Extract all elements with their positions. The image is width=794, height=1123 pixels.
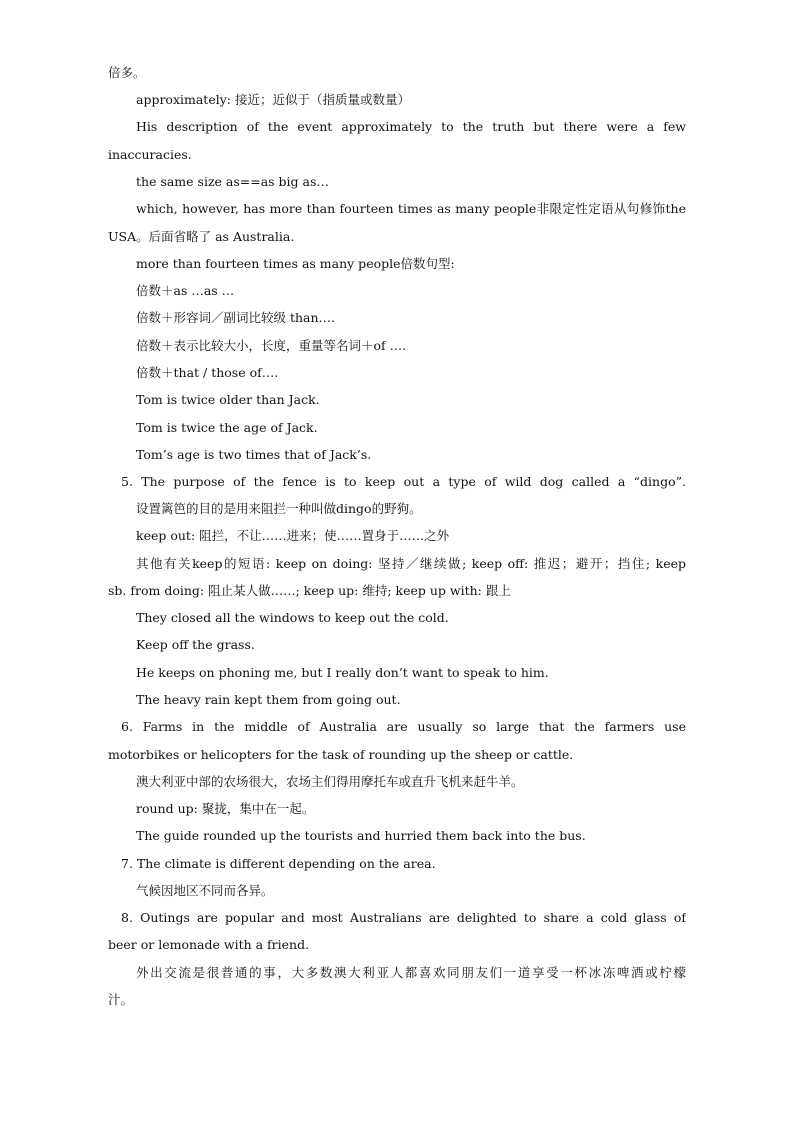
text-line: inaccuracies.	[108, 147, 192, 162]
text-line: keep out: 阻拦，不让……进来；使……置身于……之外	[136, 528, 450, 543]
text-line: 5. The purpose of the fence is to keep out a type of wild dog called a “dingo”.	[121, 474, 686, 489]
text-line: round up: 聚拢，集中在一起。	[136, 801, 315, 816]
text-line: 倍数＋表示比较大小，长度，重量等名词＋of ….	[136, 338, 407, 353]
text-line: 汁。	[108, 992, 134, 1007]
text-line: His description of the event approximately to the truth but there were a few	[136, 119, 686, 134]
text-line: 倍多。	[108, 65, 146, 80]
text-line: Tom is twice the age of Jack.	[136, 420, 318, 435]
text-line: more than fourteen times as many people倍数句型:	[136, 256, 455, 271]
text-line: 气候因地区不同而各异。	[136, 883, 274, 898]
text-line: 其他有关keep的短语: keep on doing: 坚持／继续做; keep off: 推迟；避开；挡住; keep	[136, 556, 686, 571]
text-line: Tom’s age is two times that of Jack’s.	[136, 447, 372, 462]
text-line: 澳大利亚中部的农场很大，农场主们得用摩托车或直升飞机来赶牛羊。	[136, 774, 524, 789]
text-line: beer or lemonade with a friend.	[108, 937, 310, 952]
text-line: 8. Outings are popular and most Australians are delighted to share a cold glass of	[121, 910, 686, 925]
text-line: 倍数＋that / those of….	[136, 365, 279, 380]
text-line: 倍数＋as …as …	[136, 283, 235, 298]
text-line: 6. Farms in the middle of Australia are usually so large that the farmers use	[121, 719, 686, 734]
text-line: They closed all the windows to keep out the cold.	[136, 610, 449, 625]
text-line: USA。后面省略了 as Australia.	[108, 229, 295, 244]
text-line: which, however, has more than fourteen times as many people非限定性定语从句修饰the	[136, 201, 686, 216]
text-line: sb. from doing: 阻止某人做……; keep up: 维持; keep up with: 跟上	[108, 583, 511, 598]
text-line: 7. The climate is different depending on the area.	[121, 856, 436, 871]
text-line: Keep off the grass.	[136, 637, 255, 652]
text-line: He keeps on phoning me, but I really don’t want to speak to him.	[136, 665, 549, 680]
text-line: 外出交流是很普通的事，大多数澳大利亚人都喜欢同朋友们一道享受一杯冰冻啤酒或柠檬	[136, 965, 686, 980]
text-line: motorbikes or helicopters for the task of rounding up the sheep or cattle.	[108, 747, 574, 762]
text-line: approximately: 接近；近似于（指质量或数量）	[136, 92, 410, 107]
text-line: Tom is twice older than Jack.	[136, 392, 320, 407]
text-line: The heavy rain kept them from going out.	[136, 692, 401, 707]
text-line: 设置篱笆的目的是用来阻拦一种叫做dingo的野狗。	[136, 501, 422, 516]
text-line: the same size as==as big as…	[136, 174, 329, 189]
text-line: The guide rounded up the tourists and hurried them back into the bus.	[136, 828, 586, 843]
text-line: 倍数＋形容词／副词比较级 than….	[136, 310, 336, 325]
